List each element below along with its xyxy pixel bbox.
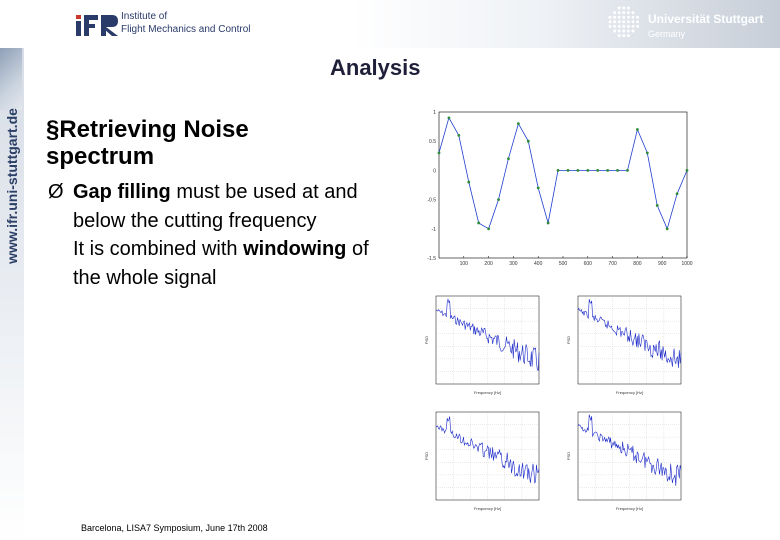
side-url bbox=[0, 86, 24, 286]
signal-point bbox=[646, 151, 649, 154]
logo-dot bbox=[609, 16, 612, 19]
header-band bbox=[0, 0, 780, 48]
spectrum-ylabel: PSD bbox=[566, 335, 571, 345]
spectrum-xlabel: Frequency [Hz] bbox=[473, 506, 502, 511]
signal-point bbox=[596, 169, 599, 172]
logo-dot bbox=[622, 11, 625, 14]
signal-point bbox=[457, 134, 460, 137]
x-tick-label: 400 bbox=[534, 261, 543, 267]
sub-bullet-text-1: must be used at and below the cutting frequency bbox=[73, 181, 358, 232]
logo-dot bbox=[618, 7, 621, 10]
x-tick-label: 100 bbox=[459, 261, 468, 267]
spectrum-xlabel: Frequency [Hz] bbox=[473, 390, 502, 395]
footer-text: Barcelona, LISA7 Symposium, June 17th 2008 bbox=[81, 523, 268, 533]
logo-dot bbox=[627, 20, 630, 23]
main-bullet: §Retrieving Noise spectrum bbox=[46, 116, 249, 170]
logo-dot bbox=[613, 30, 616, 33]
y-tick-label: -1.5 bbox=[427, 256, 436, 262]
x-tick-label: 500 bbox=[558, 261, 568, 267]
logo-dot bbox=[627, 16, 630, 19]
signal-point bbox=[527, 140, 530, 143]
signal-point bbox=[656, 204, 659, 207]
signal-point bbox=[467, 181, 470, 184]
signal-point bbox=[616, 169, 619, 172]
y-tick-label: 0.5 bbox=[429, 139, 436, 146]
spectrum-ylabel: PSD bbox=[424, 335, 429, 345]
logo-dot bbox=[636, 20, 639, 23]
spectrum-plot-3 bbox=[424, 404, 569, 516]
y-tick-label: 0 bbox=[433, 168, 436, 175]
signal-point bbox=[438, 151, 441, 154]
windowing-term: windowing bbox=[243, 238, 347, 260]
spectrum-xlabel: Frequency [Hz] bbox=[615, 506, 644, 511]
x-tick-label: 600 bbox=[583, 261, 592, 267]
signal-point bbox=[626, 169, 629, 172]
signal-point bbox=[567, 169, 570, 172]
signal-point bbox=[636, 128, 639, 131]
signal-point bbox=[537, 187, 540, 190]
time-signal-chart bbox=[425, 108, 695, 268]
arrow-bullet-icon: Ø bbox=[48, 181, 64, 203]
logo-dot bbox=[622, 20, 625, 23]
signal-point bbox=[448, 116, 451, 119]
logo-dot bbox=[618, 25, 621, 28]
university-country: Germany bbox=[648, 29, 686, 39]
spectrum-xlabel: Frequency [Hz] bbox=[615, 390, 644, 395]
logo-dot bbox=[622, 25, 625, 28]
logo-dot bbox=[632, 11, 635, 14]
x-tick-label: 1000 bbox=[681, 261, 693, 267]
logo-dot bbox=[636, 25, 639, 28]
spectrum-plot-2 bbox=[566, 288, 711, 400]
logo-dot bbox=[622, 16, 625, 19]
logo-dot bbox=[609, 20, 612, 23]
y-tick-label: -1 bbox=[431, 226, 436, 233]
logo-dot bbox=[622, 7, 625, 10]
logo-dot bbox=[627, 7, 630, 10]
spectrum-ylabel: PSD bbox=[424, 451, 429, 461]
logo-dot bbox=[613, 16, 616, 19]
logo-dot bbox=[618, 20, 621, 23]
logo-dot bbox=[636, 16, 639, 19]
logo-dot bbox=[613, 11, 616, 14]
logo-dot bbox=[627, 30, 630, 33]
logo-dot bbox=[632, 16, 635, 19]
x-tick-label: 200 bbox=[484, 261, 493, 267]
x-tick-label: 800 bbox=[633, 261, 642, 267]
logo-dot bbox=[627, 34, 630, 37]
logo-dot bbox=[613, 20, 616, 23]
logo-dot bbox=[632, 20, 635, 23]
signal-point bbox=[517, 122, 520, 125]
logo-dot bbox=[618, 16, 621, 19]
logo-dot bbox=[622, 30, 625, 33]
signal-point bbox=[576, 169, 579, 172]
y-tick-label: -0.5 bbox=[427, 197, 436, 204]
sub-bullet-text-3: of the whole signal bbox=[73, 238, 369, 289]
signal-point bbox=[507, 157, 510, 160]
logo-dot bbox=[609, 25, 612, 28]
x-tick-label: 900 bbox=[658, 261, 667, 267]
x-tick-label: 300 bbox=[509, 261, 518, 267]
slide-title: Analysis bbox=[330, 55, 421, 80]
logo-dot bbox=[627, 11, 630, 14]
signal-point bbox=[606, 169, 609, 172]
institute-name-line1: Institute of bbox=[121, 11, 168, 22]
sub-bullet-text bbox=[73, 178, 383, 292]
sub-bullet-text-2: It is combined with bbox=[73, 238, 244, 260]
signal-point bbox=[547, 222, 550, 225]
spectrum-ylabel: PSD bbox=[566, 451, 571, 461]
signal-point bbox=[557, 169, 560, 172]
signal-point bbox=[477, 222, 480, 225]
signal-point bbox=[676, 192, 679, 195]
signal-point bbox=[497, 198, 500, 201]
website-url: www.ifr.uni-stuttgart.de bbox=[4, 108, 20, 264]
ifr-logo bbox=[74, 12, 120, 38]
institute-name-line2: Flight Mechanics and Control bbox=[121, 24, 251, 35]
y-tick-label: 1 bbox=[433, 110, 436, 116]
logo-dot bbox=[622, 34, 625, 37]
signal-point bbox=[666, 227, 669, 230]
signal-point bbox=[487, 227, 490, 230]
logo-dot bbox=[618, 11, 621, 14]
signal-point bbox=[586, 169, 589, 172]
logo-dot bbox=[627, 25, 630, 28]
spectrum-plot-1 bbox=[424, 288, 569, 400]
logo-dot bbox=[632, 25, 635, 28]
university-name: Universität Stuttgart bbox=[648, 12, 764, 26]
logo-dot bbox=[613, 25, 616, 28]
logo-dot bbox=[632, 30, 635, 33]
signal-point bbox=[686, 169, 689, 172]
logo-dot bbox=[618, 34, 621, 37]
gap-filling-term: Gap filling bbox=[73, 181, 171, 203]
x-tick-label: 700 bbox=[608, 261, 617, 267]
plot-frame bbox=[439, 112, 687, 258]
logo-dot bbox=[618, 30, 621, 33]
spectrum-plot-4 bbox=[566, 404, 711, 516]
university-logo-mark bbox=[606, 4, 642, 40]
